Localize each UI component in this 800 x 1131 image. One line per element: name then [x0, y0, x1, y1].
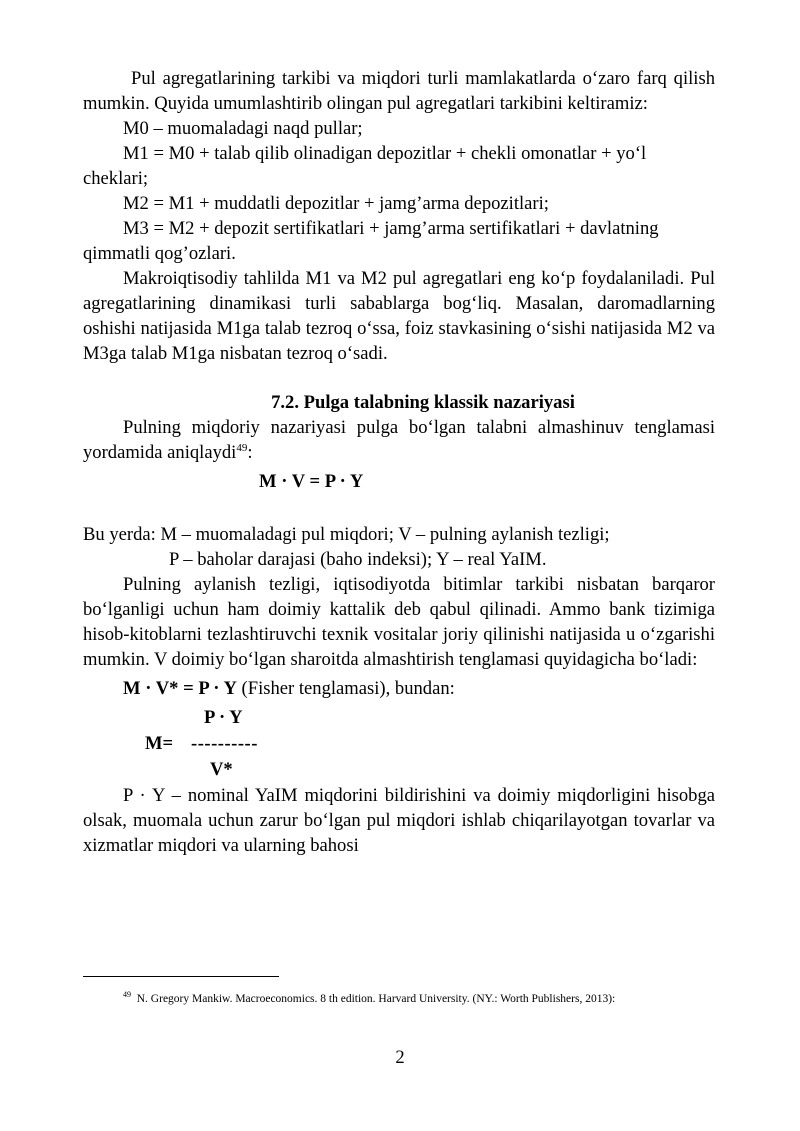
fraction-lhs: M=	[145, 733, 174, 754]
macro-paragraph: Makroiqtisodiy tahlilda M1 va M2 pul agregatlari eng ko‘p foydalaniladi. Pul agregatlarining dinamikasi turli sabablarga bog‘liq. Masalan, daromadlarning oshishi natijasida M1ga talab tezroq o‘ssa, foiz stavkasining o‘sishi natijasida M2 va M3ga talab M1ga nisbatan tezroq o‘sadi.	[83, 268, 715, 364]
aggregate-m0: M0 – muomaladagi naqd pullar;	[123, 118, 363, 139]
footnote-number: 49	[123, 990, 131, 1000]
fraction-denominator: V*	[210, 759, 233, 780]
fraction-bar: ----------	[191, 733, 258, 754]
definitions-line-2: P – baholar darajasi (baho indeksi); Y – real YaIM.	[169, 549, 547, 570]
exchange-equation: M · V = P · Y	[259, 471, 364, 492]
footnote	[123, 992, 615, 1006]
fisher-equation-line	[83, 676, 715, 701]
page-number: 2	[395, 1047, 405, 1068]
aggregate-m3: M3 = M2 + depozit sertifikatlari + jamg’arma sertifikatlari + davlatning qimmatli qog’ozlari.	[83, 218, 659, 264]
fisher-caption: (Fisher tenglamasi), bundan:	[236, 678, 455, 699]
page-body	[83, 66, 715, 858]
footnote-ref: 49	[236, 441, 248, 454]
fraction-numerator: P · Y	[204, 707, 243, 728]
aggregate-m2: M2 = M1 + muddatli depozitlar + jamg’arma depozitlari;	[123, 193, 549, 214]
theory-text: Pulning miqdoriy nazariyasi pulga bo‘lgan talabni almashinuv tenglamasi yordamida aniqlaydi	[83, 417, 715, 463]
footnote-divider	[83, 976, 279, 977]
spacer	[83, 494, 715, 522]
theory-paragraph	[83, 415, 715, 465]
theory-text-end: :	[247, 442, 253, 463]
fisher-equation: M · V* = P · Y	[123, 678, 237, 699]
footnote-text: N. Gregory Mankiw. Macroeconomics. 8 th edition. Harvard University. (NY.: Worth Publishers, 2013):	[136, 993, 616, 1005]
intro-paragraph: Pul agregatlarining tarkibi va miqdori turli mamlakatlarda o‘zaro farq qilish mumkin. Quyida umumlashtirib olingan pul agregatlari tarkibini keltiramiz:	[83, 68, 715, 114]
aggregate-m1: M1 = M0 + talab qilib olinadigan depozitlar + chekli omonatlar + yo‘l cheklari;	[83, 143, 647, 189]
definitions-line-1: Bu yerda: M – muomaladagi pul miqdori; V – pulning aylanish tezligi;	[83, 524, 610, 545]
velocity-paragraph: Pulning aylanish tezligi, iqtisodiyotda bitimlar tarkibi nisbatan barqaror bo‘lganligi uchun ham doimiy kattalik deb qabul qilinadi. Ammo bank tizimiga hisob-kitoblarni tezlashtiruvchi texnik vositalar joriy qilinishi natijasida u o‘zgarishi mumkin. V doimiy bo‘lgan sharoitda almashtirish tenglamasi quyidagicha bo‘ladi:	[83, 574, 715, 670]
last-paragraph: P · Y – nominal YaIM miqdorini bildirishini va doimiy miqdorligini hisobga olsak, muomala uchun zarur bo‘lgan pul miqdori ishlab chiqarilayotgan tovarlar va xizmatlar miqdori va ularning bahosi	[83, 785, 715, 856]
money-fraction	[83, 705, 715, 783]
section-heading: 7.2. Pulga talabning klassik nazariyasi	[271, 392, 575, 413]
